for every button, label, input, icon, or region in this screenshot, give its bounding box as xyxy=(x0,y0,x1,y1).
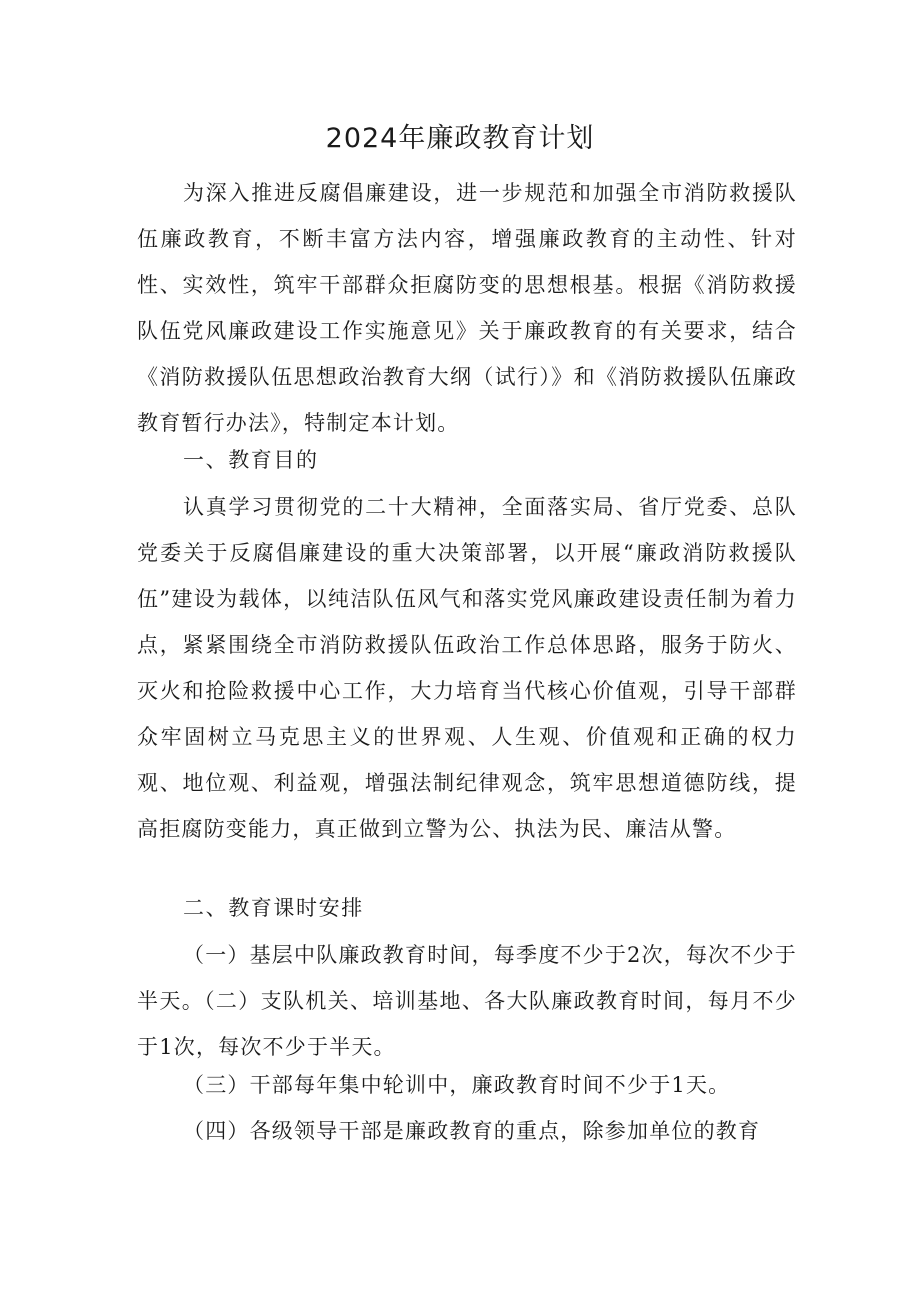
schedule-item-4: （四）各级领导干部是廉政教育的重点，除参加单位的教育 xyxy=(183,1119,761,1143)
schedule-item-1-2: （一）基层中队廉政教育时间，每季度不少于2次，每次不少于半天。（二）支队机关、培训基地、各大队廉政教育时间，每月不少于1次，每次不少于半天。 xyxy=(137,943,797,1059)
purpose-paragraph: 认真学习贯彻党的二十大精神，全面落实局、省厅党委、总队党委关于反腐倡廉建设的重大决策部署，以开展“廉政消防救援队伍”建设为载体，以纯洁队伍风气和落实党风廉政建设责任制为着力点，紧紧围绕全市消防救援队伍政治工作总体思路，服务于防火、灭火和抢险救援中心工作，大力培育当代核心价值观，引导干部群众牢固树立马克思主义的世界观、人生观、价值观和正确的权力观、地位观、利益观，增强法制纪律观念，筑牢思想道德防线，提高拒腐防变能力，真正做到立警为公、执法为民、廉洁从警。 xyxy=(137,495,797,841)
schedule-item-3: （三）干部每年集中轮训中，廉政教育时间不少于1天。 xyxy=(183,1073,731,1097)
intro-paragraph: 为深入推进反腐倡廉建设，进一步规范和加强全市消防救援队伍廉政教育，不断丰富方法内容，增强廉政教育的主动性、针对性、实效性，筑牢干部群众拒腐防变的思想根基。根据《消防救援队伍党风廉政建设工作实施意见》关于廉政教育的有关要求，结合《消防救援队伍思想政治教育大纲（试行）》和《消防救援队伍廉政教育暂行办法》，特制定本计划。 xyxy=(137,181,797,435)
section-heading-schedule: 二、教育课时安排 xyxy=(183,896,364,920)
document-title: 2024年廉政教育计划 xyxy=(325,123,595,154)
section-heading-purpose: 一、教育目的 xyxy=(183,448,319,472)
